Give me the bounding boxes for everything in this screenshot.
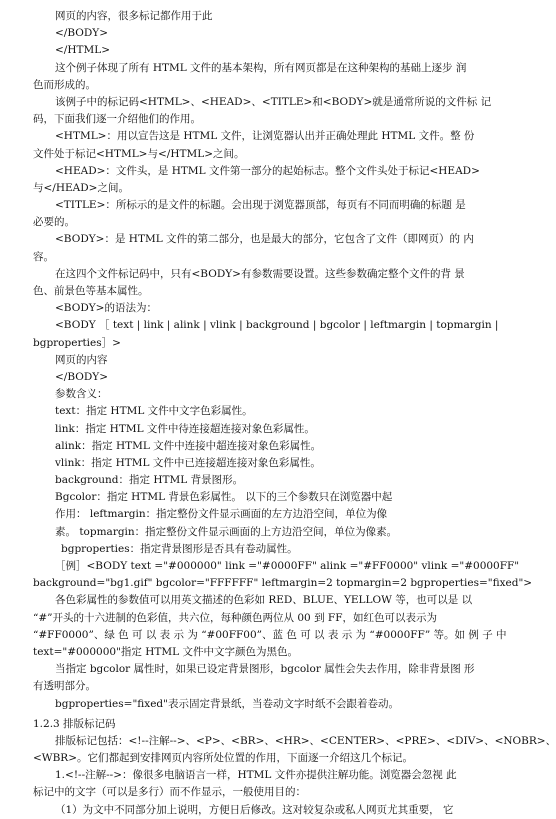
paragraph-line: 参数含义： (55, 388, 108, 401)
paragraph-line: 码，下面我们逐一介绍他们的作用。 (33, 113, 201, 126)
code-line: </BODY> (55, 27, 109, 40)
paragraph-line: 与</HEAD>之间。 (33, 181, 129, 194)
paragraph-line: （1）为文中不同部分加上说明，方便日后修改。这对较复杂或私人网页尤其重要， 它 (55, 803, 454, 816)
paragraph-line: bgproperties="fixed"表示固定背景纸，当卷动文字时纸不会跟着卷动。 (55, 697, 399, 710)
param-line: background：指定 HTML 背景图形。 (55, 474, 244, 487)
paragraph-line: <HEAD>：文件头，是 HTML 文件第一部分的起始标志。整个文件头处于标记<HEAD> (55, 164, 480, 177)
paragraph-line: 色而形成的。 (33, 78, 96, 91)
paragraph-line: 这个例子体现了所有 HTML 文件的基本架构，所有网页都是在这种架构的基础上逐步 润 (55, 61, 467, 74)
paragraph-line: 文件处于标记<HTML>与</HTML>之间。 (33, 147, 245, 160)
paragraph-line: text="#000000"指定 HTML 文件中文字颜色为黑色。 (33, 645, 298, 658)
syntax-line: <BODY ［ text | link | alink | vlink | background | bgcolor | leftmargin | topmargin | (55, 319, 499, 332)
text-line: 网页的内容，很多标记都作用于此 (55, 10, 213, 22)
param-line: alink：指定 HTML 文件中连接中超连接对象色彩属性。 (55, 439, 322, 452)
paragraph-line: 该例子中的标记码<HTML>、<HEAD>、<TITLE>和<BODY>就是通常所说的文件标 记 (55, 95, 492, 108)
syntax-line: bgproperties］> (33, 336, 121, 349)
code-line: </HTML> (55, 44, 111, 57)
param-line: bgproperties：指定背景图形是否具有卷动属性。 (61, 542, 298, 555)
paragraph-line: <HTML>：用以宣告这是 HTML 文件，让浏览器认出并正确处理此 HTML 文件。整 份 (55, 130, 475, 143)
paragraph-line: 排版标记包括：<!--注解-->、<P>、<BR>、<HR>、<CENTER>、<PRE>、<DIV>、<NOBR>、 (55, 734, 556, 747)
example-line: background="bg1.gif" bgcolor="FFFFFF" leftmargin=2 topmargin=2 bgproperties="fixed"> (33, 577, 533, 590)
param-line: 素。 topmargin：指定整份文件显示画面的上方边沿空间，单位为像素。 (55, 525, 398, 538)
section-heading: 1.2.3 排版标记码 (33, 717, 116, 730)
param-line: vlink：指定 HTML 文件中已连接超连接对象色彩属性。 (55, 456, 321, 469)
paragraph-line: <TITLE>：所标示的是文件的标题。会出现于浏览器顶部，每页有不同而明确的标题 是 (55, 199, 466, 212)
param-line: link：指定 HTML 文件中待连接超连接对象色彩属性。 (55, 422, 315, 435)
param-line: 作用： leftmargin：指定整份文件显示画面的左方边沿空间，单位为像 (55, 508, 388, 521)
paragraph-line: 在这四个文件标记码中，只有<BODY>有参数需要设置。这些参数确定整个文件的背 景 (55, 267, 465, 280)
example-line: ［例］<BODY text ="#000000" link ="#0000FF" alink ="#FF0000" vlink ="#0000FF" (55, 560, 520, 572)
param-line: text：指定 HTML 文件中文字色彩属性。 (55, 405, 253, 418)
paragraph-line: 各色彩属性的参数值可以用英文描述的色彩如 RED、BLUE、YELLOW 等，也可以是 以 (55, 594, 473, 607)
paragraph-line: 色、前景色等基本属性。 (33, 285, 149, 297)
code-line: </BODY> (55, 370, 109, 383)
paragraph-line: 当指定 bgcolor 属性时，如果已设定背景图形，bgcolor 属性会失去作用，除非背景图 形 (55, 663, 475, 676)
paragraph-line: 必要的。 (33, 216, 75, 229)
paragraph-line: “#FF0000”、绿 色 可 以 表 示 为 “#00FF00”、蓝 色 可 以 表 示 为 “#0000FF” 等。如 例 子 中 (33, 628, 507, 641)
param-line: Bgcolor：指定 HTML 背景色彩属性。 以下的三个参数只在浏览器中起 (55, 491, 393, 504)
paragraph-line: <BODY>的语法为： (55, 302, 157, 315)
paragraph-line: 有透明部分。 (33, 680, 96, 693)
paragraph-line: 容。 (33, 250, 54, 263)
code-line: 网页的内容 (55, 353, 108, 366)
paragraph-line: 标记中的文字（可以是多行）而不作显示，一般使用目的： (33, 786, 306, 799)
paragraph-line: 1.<!--注解-->：像很多电脑语言一样，HTML 文件亦提供注解功能。浏览器会忽视 此 (55, 769, 457, 782)
paragraph-line: <BODY>：是 HTML 文件的第二部分，也是最大的部分，它包含了文件（即网页）的 内 (55, 233, 474, 246)
paragraph-line: “#”开头的十六进制的色彩值，共六位，每种颜色两位从 00 到 FF，如红色可以表示为 (33, 611, 437, 624)
paragraph-line: <WBR>。它们都起到安排网页内容所处位置的作用，下面逐一介绍这几个标记。 (33, 752, 414, 765)
